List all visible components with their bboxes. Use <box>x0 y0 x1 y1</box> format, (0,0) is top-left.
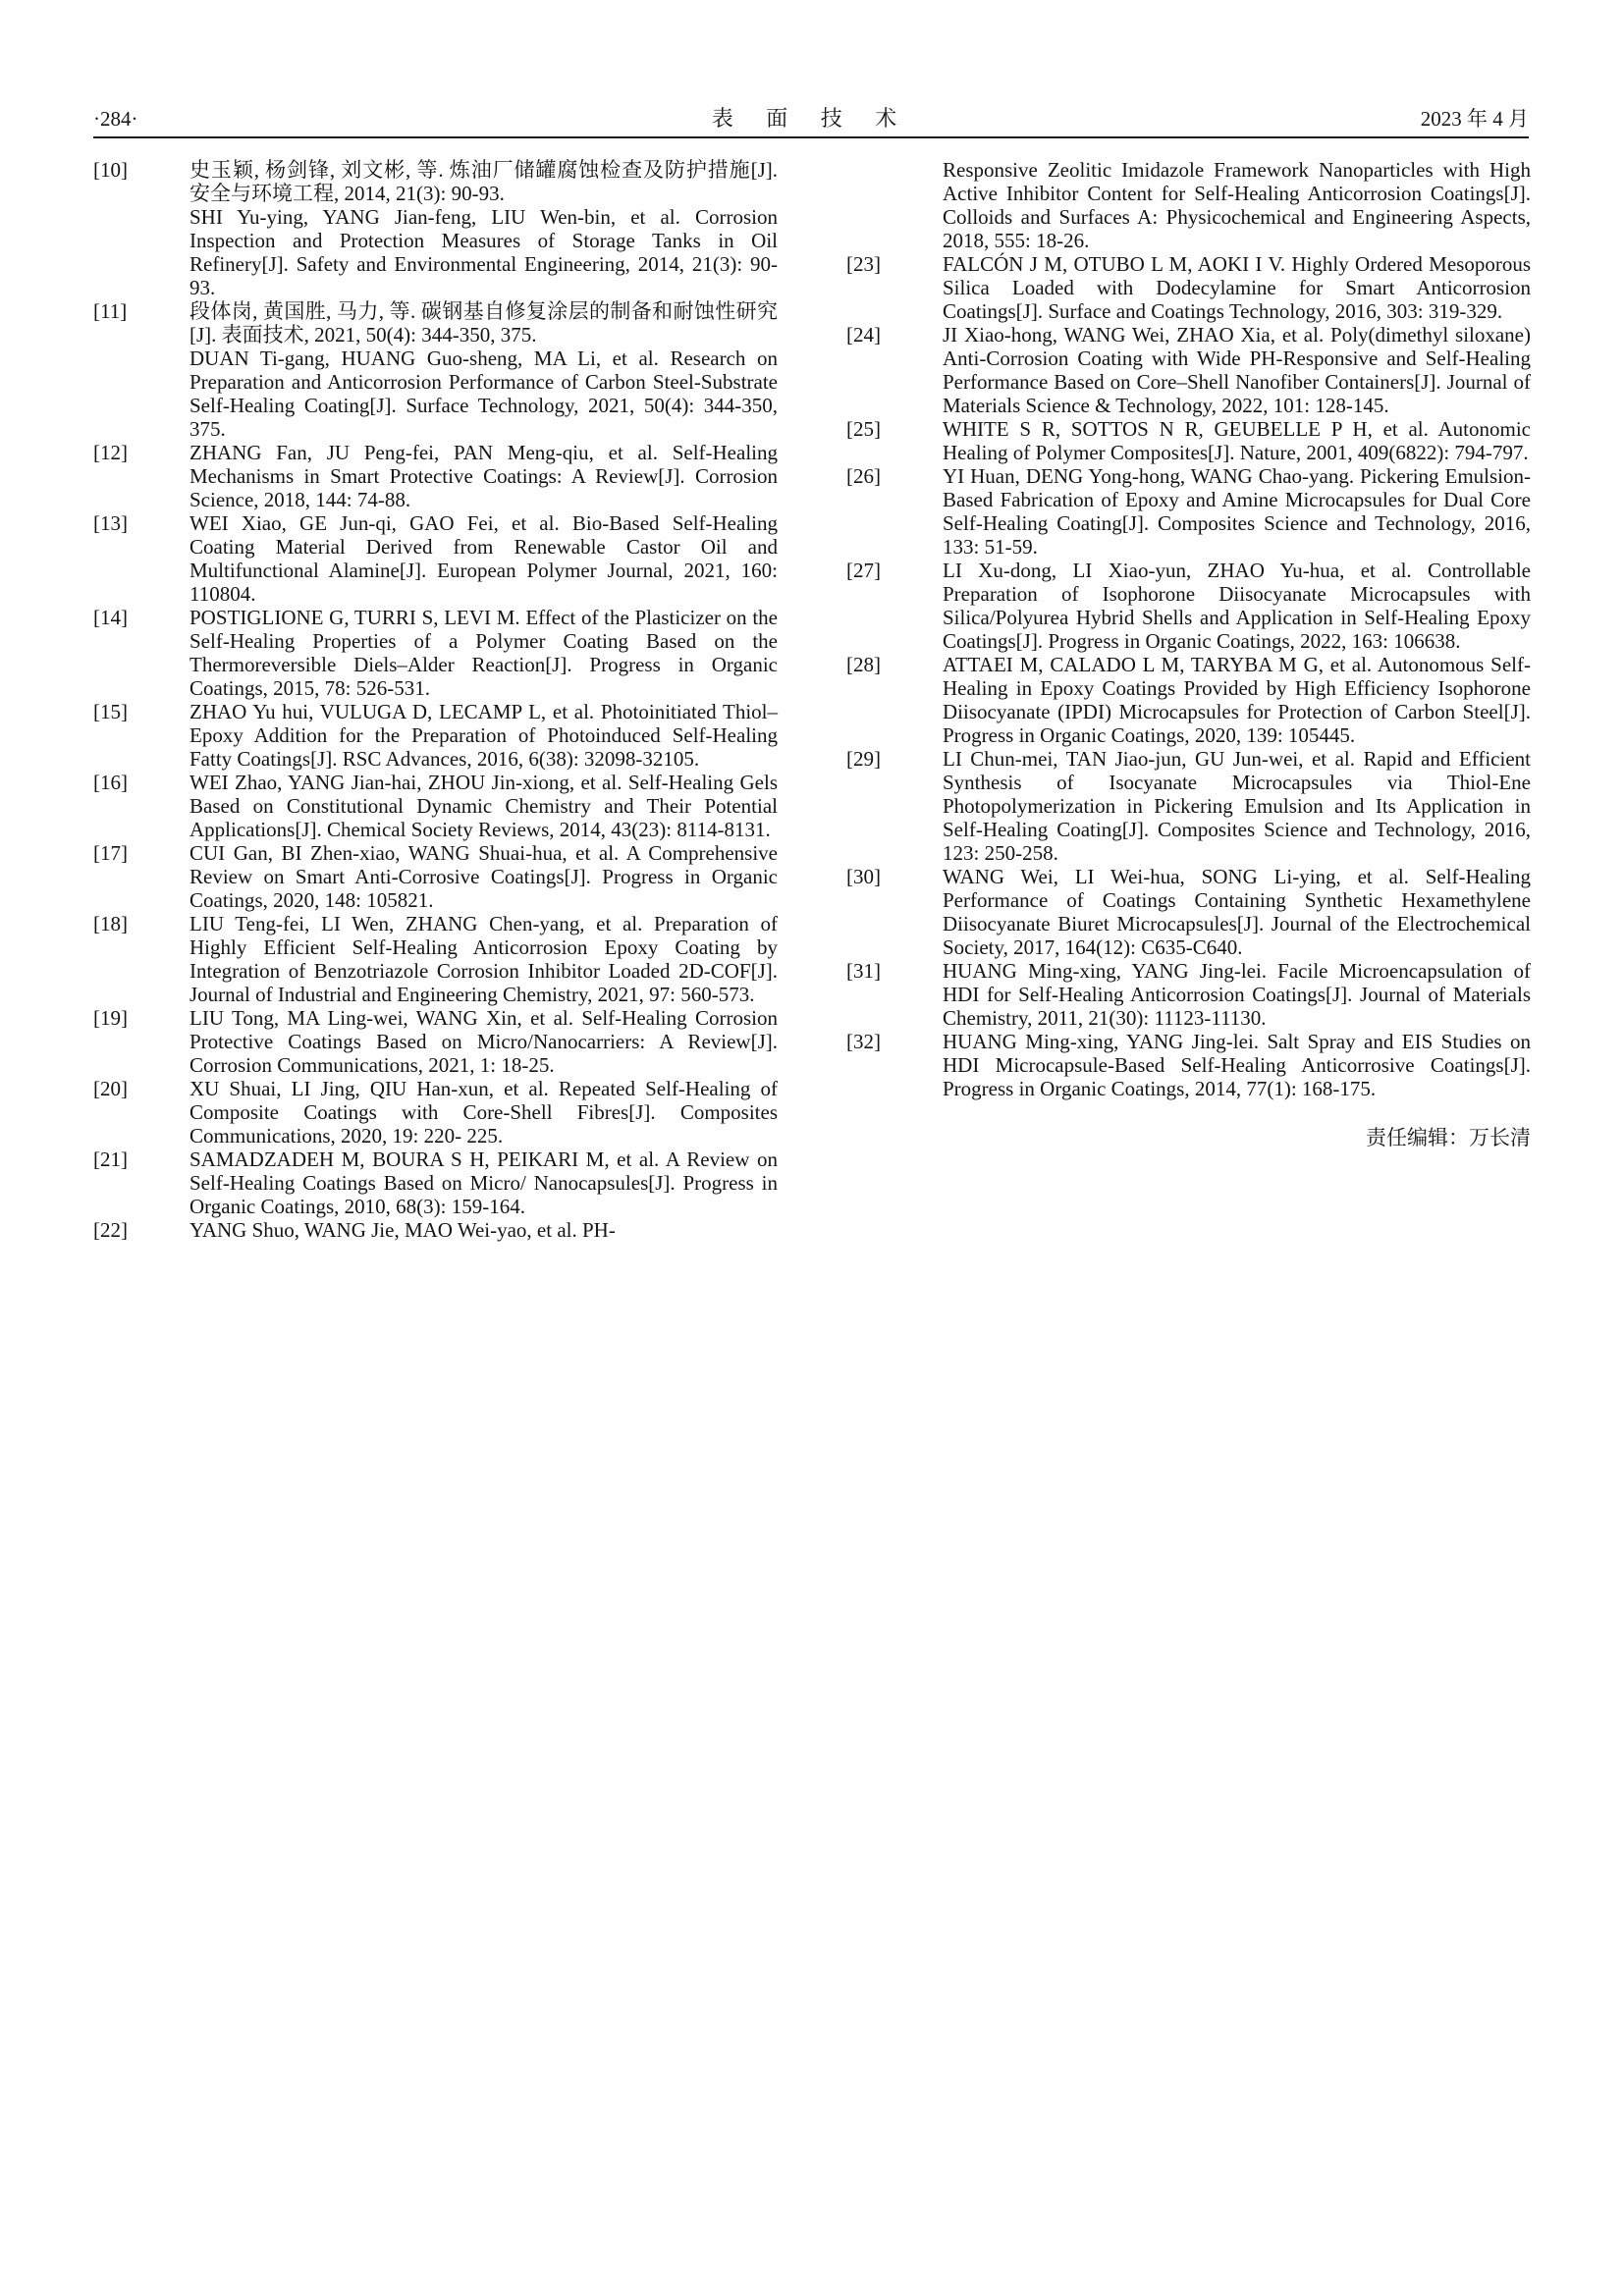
reference-body <box>189 1218 778 1242</box>
reference-text: YANG Shuo, WANG Jie, MAO Wei-yao, et al. PH- <box>189 1218 616 1242</box>
reference-number: [24] <box>846 323 881 347</box>
reference-text: LI Xu-dong, LI Xiao-yun, ZHAO Yu-hua, et al. Controllable Preparation of Isophorone Diisocyanate Microcapsules with Silica/Polyurea Hybrid Shells and Application in Self-Healing Epoxy Coatings[J]. Progress in Organic Coatings, 2022, 163: 106638. <box>943 559 1531 653</box>
reference-body <box>189 1006 778 1077</box>
reference-body <box>943 1030 1531 1100</box>
reference-item <box>93 511 778 606</box>
reference-body <box>189 1148 778 1218</box>
reference-number: [32] <box>846 1030 881 1053</box>
reference-body <box>943 323 1531 417</box>
reference-item <box>846 865 1531 959</box>
reference-item <box>93 1006 778 1077</box>
reference-text: WHITE S R, SOTTOS N R, GEUBELLE P H, et al. Autonomic Healing of Polymer Composites[J]. Nature, 2001, 409(6822): 794-797. <box>943 417 1531 464</box>
reference-text: XU Shuai, LI Jing, QIU Han-xun, et al. Repeated Self-Healing of Composite Coatings with Core-Shell Fibres[J]. Composites Communications, 2020, 19: 220- 225. <box>189 1077 778 1148</box>
reference-number: [12] <box>93 441 128 464</box>
reference-number: [17] <box>93 841 128 865</box>
reference-text: WEI Zhao, YANG Jian-hai, ZHOU Jin-xiong, et al. Self-Healing Gels Based on Constitutional Dynamic Chemistry and Their Potential Applications[J]. Chemical Society Reviews, 2014, 43(23): 8114-8131. <box>189 771 778 841</box>
reference-item <box>93 841 778 912</box>
reference-number: [29] <box>846 747 881 771</box>
reference-body <box>943 417 1531 464</box>
reference-body <box>943 865 1531 959</box>
reference-number: [31] <box>846 959 881 983</box>
reference-text: JI Xiao-hong, WANG Wei, ZHAO Xia, et al. Poly(dimethyl siloxane) Anti-Corrosion Coating with Wide PH-Responsive and Self-Healing Performance Based on Core–Shell Nanofiber Containers[J]. Journal of Materials Science & Technology, 2022, 101: 128-145. <box>943 323 1531 417</box>
reference-item <box>93 606 778 700</box>
reference-body <box>189 912 778 1006</box>
reference-body <box>189 700 778 771</box>
reference-text: WANG Wei, LI Wei-hua, SONG Li-ying, et al. Self-Healing Performance of Coatings Containing Synthetic Hexamethylene Diisocyanate Biuret Microcapsules[J]. Journal of the Electrochemical Society, 2017, 164(12): C635-C640. <box>943 865 1531 959</box>
page-number: ·284· <box>93 107 138 131</box>
reference-body <box>189 441 778 511</box>
reference-number: [10] <box>93 158 128 182</box>
right-column-references <box>846 158 1531 1100</box>
reference-item <box>93 441 778 511</box>
reference-text: HUANG Ming-xing, YANG Jing-lei. Salt Spray and EIS Studies on HDI Microcapsule-Based Self-Healing Anticorrosive Coatings[J]. Progress in Organic Coatings, 2014, 77(1): 168-175. <box>943 1030 1531 1100</box>
reference-text: LIU Tong, MA Ling-wei, WANG Xin, et al. Self-Healing Corrosion Protective Coatings Based on Micro/Nanocarriers: A Review[J]. Corrosion Communications, 2021, 1: 18-25. <box>189 1006 778 1077</box>
references-section <box>93 158 1531 1242</box>
page-header <box>93 102 1529 133</box>
reference-number: [16] <box>93 771 128 794</box>
reference-number: [11] <box>93 299 128 323</box>
reference-text: HUANG Ming-xing, YANG Jing-lei. Facile Microencapsulation of HDI for Self-Healing Anticorrosion Coatings[J]. Journal of Materials Chemistry, 2011, 21(30): 11123-11130. <box>943 959 1531 1030</box>
reference-number: [18] <box>93 912 128 935</box>
reference-body <box>189 771 778 841</box>
reference-number: [26] <box>846 464 881 488</box>
reference-item <box>846 559 1531 653</box>
reference-text: 史玉颖, 杨剑锋, 刘文彬, 等. 炼油厂储罐腐蚀检查及防护措施[J]. 安全与环境工程, 2014, 21(3): 90-93. <box>189 158 778 205</box>
reference-body <box>943 252 1531 323</box>
reference-body <box>189 299 778 441</box>
reference-body <box>943 653 1531 747</box>
reference-item <box>846 158 1531 252</box>
reference-text: 段体岗, 黄国胜, 马力, 等. 碳钢基自修复涂层的制备和耐蚀性研究[J]. 表面技术, 2021, 50(4): 344-350, 375. <box>189 299 778 347</box>
reference-body <box>943 959 1531 1030</box>
issue-date: 2023 年 4 月 <box>1420 107 1529 131</box>
reference-text: ATTAEI M, CALADO L M, TARYBA M G, et al. Autonomous Self-Healing in Epoxy Coatings Provided by High Efficiency Isophorone Diisocyanate (IPDI) Microcapsules for Protection of Carbon Steel[J]. Progress in Organic Coatings, 2020, 139: 105445. <box>943 653 1531 747</box>
reference-number: [13] <box>93 511 128 535</box>
reference-item <box>93 158 778 299</box>
reference-item <box>846 464 1531 559</box>
reference-text: LI Chun-mei, TAN Jiao-jun, GU Jun-wei, et al. Rapid and Efficient Synthesis of Isocyanate Microcapsules via Thiol-Ene Photopolymerization in Pickering Emulsion and Its Application in Self-Healing Coating[J]. Composites Science and Technology, 2016, 123: 250-258. <box>943 747 1531 865</box>
journal-title: 表 面 技 术 <box>711 106 911 131</box>
reference-item <box>93 912 778 1006</box>
reference-body <box>189 606 778 700</box>
reference-number: [19] <box>93 1006 128 1030</box>
reference-number: [25] <box>846 417 881 441</box>
reference-number: [15] <box>93 700 128 723</box>
reference-item <box>93 1077 778 1148</box>
reference-body <box>943 559 1531 653</box>
header-rule <box>93 136 1529 138</box>
reference-text: SHI Yu-ying, YANG Jian-feng, LIU Wen-bin, et al. Corrosion Inspection and Protection Measures of Storage Tanks in Oil Refinery[J]. Safety and Environmental Engineering, 2014, 21(3): 90-93. <box>189 205 778 299</box>
reference-item <box>846 323 1531 417</box>
reference-text: ZHAO Yu hui, VULUGA D, LECAMP L, et al. Photoinitiated Thiol–Epoxy Addition for the Preparation of Photoinduced Self-Healing Fatty Coatings[J]. RSC Advances, 2016, 6(38): 32098-32105. <box>189 700 778 771</box>
reference-item <box>846 417 1531 464</box>
reference-item <box>93 299 778 441</box>
reference-body <box>189 841 778 912</box>
reference-item <box>93 1148 778 1218</box>
reference-number: [23] <box>846 252 881 276</box>
reference-number: [27] <box>846 559 881 582</box>
reference-number <box>846 158 943 252</box>
reference-item <box>846 747 1531 865</box>
reference-number: [30] <box>846 865 881 888</box>
reference-number: [21] <box>93 1148 128 1171</box>
reference-item <box>846 959 1531 1030</box>
reference-text: LIU Teng-fei, LI Wen, ZHANG Chen-yang, et al. Preparation of Highly Efficient Self-Healing Anticorrosion Epoxy Coating by Integration of Benzotriazole Corrosion Inhibitor Loaded 2D-COF[J]. Journal of Industrial and Engineering Chemistry, 2021, 97: 560-573. <box>189 912 778 1006</box>
reference-number: [28] <box>846 653 881 676</box>
reference-body <box>189 1077 778 1148</box>
reference-number: [20] <box>93 1077 128 1100</box>
reference-text: CUI Gan, BI Zhen-xiao, WANG Shuai-hua, et al. A Comprehensive Review on Smart Anti-Corrosive Coatings[J]. Progress in Organic Coatings, 2020, 148: 105821. <box>189 841 778 912</box>
reference-text: Responsive Zeolitic Imidazole Framework Nanoparticles with High Active Inhibitor Content for Self-Healing Anticorrosion Coatings[J]. Colloids and Surfaces A: Physicochemical and Engineering Aspects, 2018, 555: 18-26. <box>943 158 1531 252</box>
reference-text: YI Huan, DENG Yong-hong, WANG Chao-yang. Pickering Emulsion-Based Fabrication of Epoxy and Amine Microcapsules for Dual Core Self-Healing Coating[J]. Composites Science and Technology, 2016, 133: 51-59. <box>943 464 1531 559</box>
reference-body <box>189 158 778 299</box>
right-column <box>846 158 1531 1242</box>
reference-item <box>93 771 778 841</box>
left-column <box>93 158 778 1242</box>
reference-number: [22] <box>93 1218 128 1242</box>
reference-text: ZHANG Fan, JU Peng-fei, PAN Meng-qiu, et al. Self-Healing Mechanisms in Smart Protective Coatings: A Review[J]. Corrosion Science, 2018, 144: 74-88. <box>189 441 778 511</box>
reference-item <box>846 252 1531 323</box>
reference-text: SAMADZADEH M, BOURA S H, PEIKARI M, et al. A Review on Self-Healing Coatings Based on Micro/ Nanocapsules[J]. Progress in Organic Coatings, 2010, 68(3): 159-164. <box>189 1148 778 1218</box>
reference-body <box>943 464 1531 559</box>
reference-text: POSTIGLIONE G, TURRI S, LEVI M. Effect of the Plasticizer on the Self-Healing Properties of a Polymer Coating Based on the Thermoreversible Diels–Alder Reaction[J]. Progress in Organic Coatings, 2015, 78: 526-531. <box>189 606 778 700</box>
reference-item <box>846 1030 1531 1100</box>
reference-item <box>93 1218 778 1242</box>
reference-item <box>846 653 1531 747</box>
reference-number: [14] <box>93 606 128 629</box>
reference-body <box>943 158 1531 252</box>
reference-text: FALCÓN J M, OTUBO L M, AOKI I V. Highly Ordered Mesoporous Silica Loaded with Dodecylamine for Smart Anticorrosion Coatings[J]. Surface and Coatings Technology, 2016, 303: 319-329. <box>943 252 1531 323</box>
reference-text: DUAN Ti-gang, HUANG Guo-sheng, MA Li, et al. Research on Preparation and Anticorrosion Performance of Carbon Steel-Substrate Self-Healing Coating[J]. Surface Technology, 2021, 50(4): 344-350, 375. <box>189 347 778 441</box>
reference-body <box>943 747 1531 865</box>
reference-body <box>189 511 778 606</box>
editor-note: 责任编辑：万长清 <box>1366 1126 1531 1149</box>
reference-text: WEI Xiao, GE Jun-qi, GAO Fei, et al. Bio-Based Self-Healing Coating Material Derived from Renewable Castor Oil and Multifunctional Alamine[J]. European Polymer Journal, 2021, 160: 110804. <box>189 511 778 606</box>
reference-item <box>93 700 778 771</box>
